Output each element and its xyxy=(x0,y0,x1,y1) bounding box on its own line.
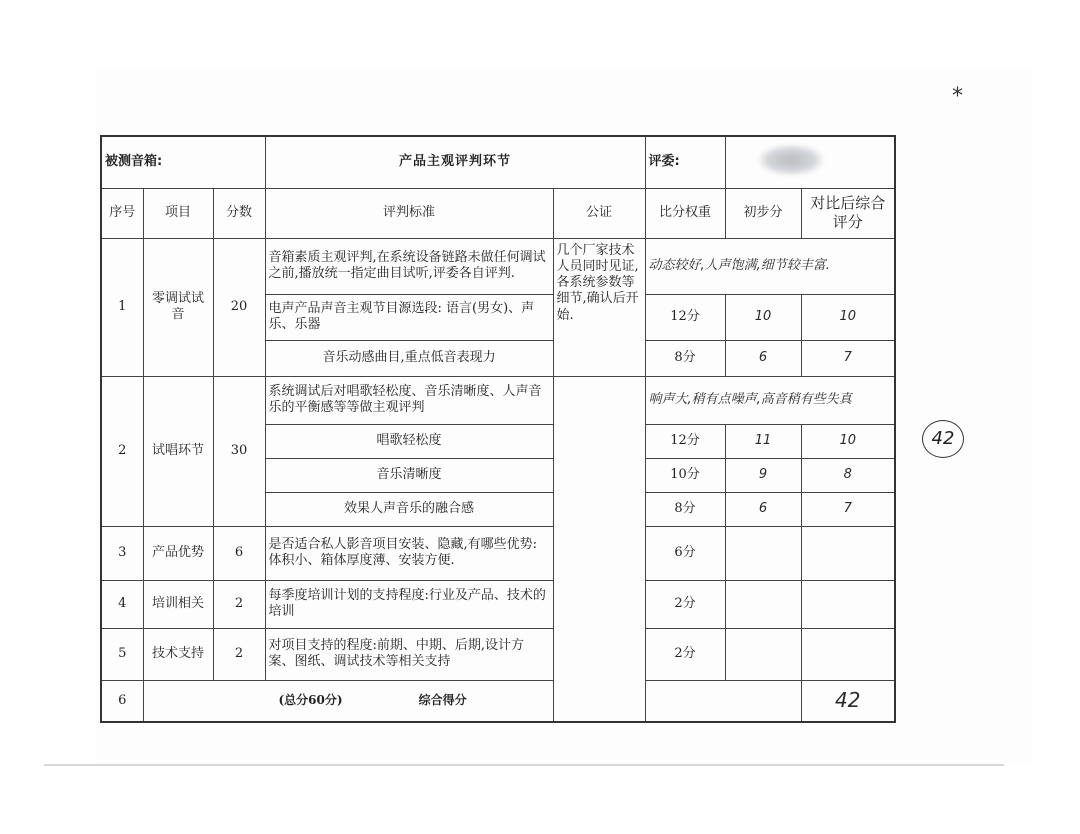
criteria-cell: 每季度培训计划的支持程度:行业及产品、技术的培训 xyxy=(265,580,553,628)
section-no: 3 xyxy=(101,526,143,580)
section-no: 2 xyxy=(101,376,143,526)
final-score-cell: 8 xyxy=(801,458,895,492)
section-title: 产品主观评判环节 xyxy=(265,136,645,188)
criteria-cell: 音乐动感曲目,重点低音表现力 xyxy=(265,340,553,376)
section-no: 4 xyxy=(101,580,143,628)
table-row xyxy=(101,628,895,680)
weight-cell: 6分 xyxy=(645,526,725,580)
initial-score-cell: 9 xyxy=(725,458,801,492)
initial-score-cell: 6 xyxy=(725,340,801,376)
total-points-note: (总分60分) xyxy=(278,692,343,707)
section-score: 2 xyxy=(213,580,265,628)
handwritten-comment: 动态较好,人声饱满,细节较丰富. xyxy=(645,238,895,294)
evaluation-table xyxy=(100,135,896,723)
handwritten-comment: 响声大,稍有点噪声,高音稍有些失真 xyxy=(645,376,895,424)
criteria-cell: 效果人声音乐的融合感 xyxy=(265,492,553,526)
paper-bottom-edge xyxy=(44,764,1004,766)
circled-total-mark: 42 xyxy=(922,420,964,458)
section-item: 试唱环节 xyxy=(143,376,213,526)
section-no: 1 xyxy=(101,238,143,376)
col-header-criteria: 评判标准 xyxy=(265,188,553,238)
column-header-row xyxy=(101,188,895,238)
criteria-cell: 是否适合私人影音项目安装、隐藏,有哪些优势:体积小、箱体厚度薄、安装方便. xyxy=(265,526,553,580)
notary-blank-cell xyxy=(553,376,645,722)
weight-cell: 8分 xyxy=(645,492,725,526)
section-no: 5 xyxy=(101,628,143,680)
criteria-cell: 音箱素质主观评判,在系统设备链路未做任何调试之前,播放统一指定曲目试听,评委各自评判. xyxy=(265,238,553,294)
section-score: 6 xyxy=(213,526,265,580)
section-score: 30 xyxy=(213,376,265,526)
judge-label: 评委: xyxy=(645,136,725,188)
col-header-score: 分数 xyxy=(213,188,265,238)
weight-cell: 12分 xyxy=(645,424,725,458)
table-row xyxy=(101,580,895,628)
section-item: 培训相关 xyxy=(143,580,213,628)
final-score-cell xyxy=(801,526,895,580)
criteria-cell: 对项目支持的程度:前期、中期、后期,设计方案、图纸、调试技术等相关支持 xyxy=(265,628,553,680)
final-score-cell xyxy=(801,580,895,628)
judge-name-redacted xyxy=(725,136,895,188)
initial-score-cell xyxy=(725,526,801,580)
section-score: 2 xyxy=(213,628,265,680)
final-score-cell: 7 xyxy=(801,340,895,376)
col-header-no: 序号 xyxy=(101,188,143,238)
header-row xyxy=(101,136,895,188)
col-header-item: 项目 xyxy=(143,188,213,238)
redaction-blur xyxy=(759,145,823,175)
table-row xyxy=(101,526,895,580)
col-header-final: 对比后综合评分 xyxy=(801,188,895,238)
criteria-cell: 电声产品声音主观节目源选段: 语言(男女)、声乐、乐器 xyxy=(265,294,553,340)
weight-cell: 2分 xyxy=(645,580,725,628)
total-no: 6 xyxy=(101,680,143,722)
section-score: 20 xyxy=(213,238,265,376)
total-label-cell xyxy=(143,680,801,722)
weight-cell: 8分 xyxy=(645,340,725,376)
initial-score-cell: 10 xyxy=(725,294,801,340)
total-row xyxy=(101,680,895,722)
criteria-cell: 唱歌轻松度 xyxy=(265,424,553,458)
table-row xyxy=(101,238,895,294)
final-score-cell: 10 xyxy=(801,294,895,340)
criteria-cell: 音乐清晰度 xyxy=(265,458,553,492)
weight-cell: 12分 xyxy=(645,294,725,340)
criteria-cell: 系统调试后对唱歌轻松度、音乐清晰度、人声音乐的平衡感等等做主观评判 xyxy=(265,376,553,424)
final-score-cell: 7 xyxy=(801,492,895,526)
weight-cell: 2分 xyxy=(645,628,725,680)
section-item: 产品优势 xyxy=(143,526,213,580)
section-item: 技术支持 xyxy=(143,628,213,680)
col-header-weight: 比分权重 xyxy=(645,188,725,238)
notary-cell: 几个厂家技术人员同时见证,各系统参数等细节,确认后开始. xyxy=(553,238,645,376)
speaker-label: 被测音箱: xyxy=(101,136,265,188)
table-row xyxy=(101,376,895,424)
final-score-cell: 10 xyxy=(801,424,895,458)
initial-score-cell: 11 xyxy=(725,424,801,458)
weight-cell: 10分 xyxy=(645,458,725,492)
section-item: 零调试试音 xyxy=(143,238,213,376)
margin-star-mark: * xyxy=(952,84,963,109)
final-score-cell xyxy=(801,628,895,680)
col-header-initial: 初步分 xyxy=(725,188,801,238)
total-score-label: 综合得分 xyxy=(418,692,467,707)
initial-score-cell xyxy=(725,580,801,628)
initial-score-cell xyxy=(725,628,801,680)
col-header-notary: 公证 xyxy=(553,188,645,238)
final-total-score: 42 xyxy=(801,680,895,722)
initial-score-cell: 6 xyxy=(725,492,801,526)
